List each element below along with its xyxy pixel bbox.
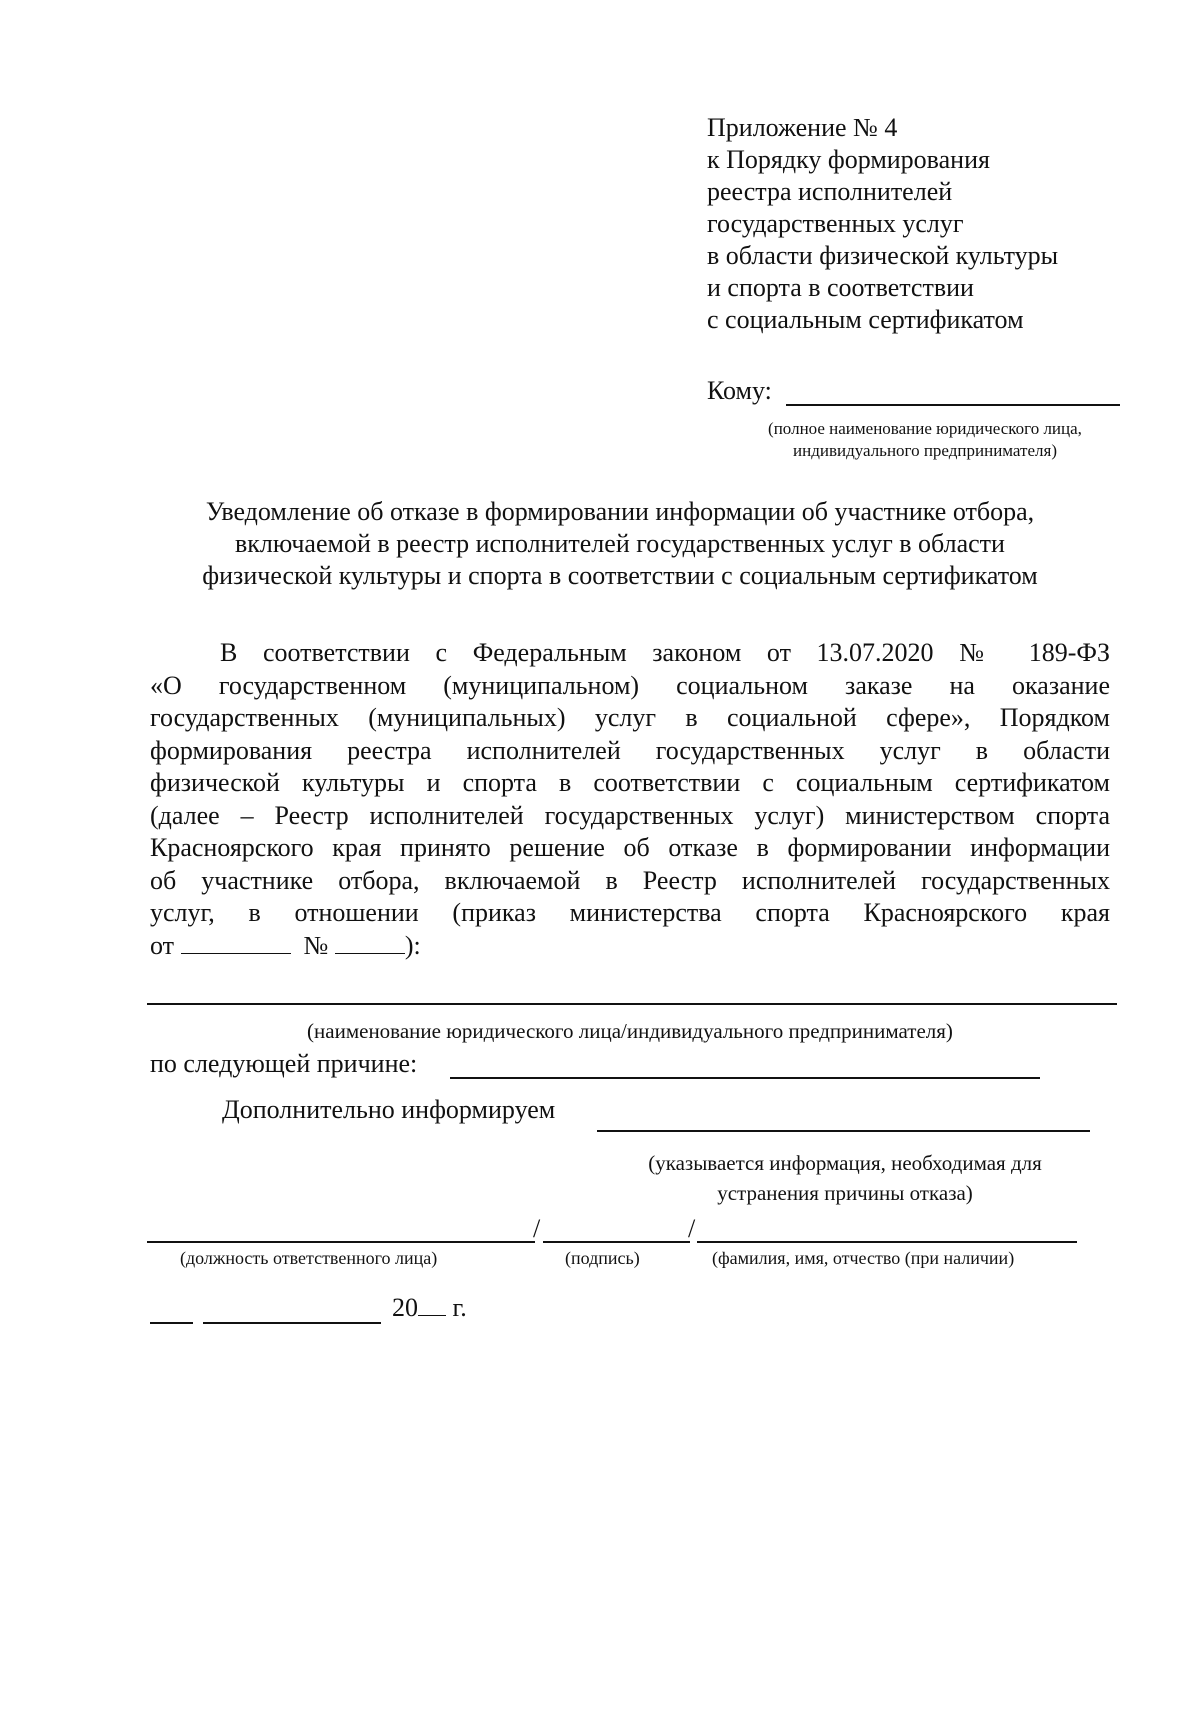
title-line: включаемой в реестр исполнителей государственных услуг в области [235, 529, 1005, 558]
order-date-prefix: от [150, 930, 175, 960]
body-line: государственных (муниципальных) услуг в социальной сфере», Порядком [150, 703, 1110, 732]
body-line: В соответствии с Федеральным законом от 13.07.2020 № 189-ФЗ [220, 638, 1110, 667]
order-number-field[interactable] [335, 933, 405, 954]
recipient-label: Кому: [707, 376, 772, 405]
body-last-line [150, 930, 1110, 963]
signature-slash: / [533, 1214, 541, 1243]
additional-info-field-line[interactable] [597, 1130, 1090, 1132]
appendix-line: в области физической культуры [707, 241, 1059, 270]
body-line: формирования реестра исполнителей государственных услуг в области [150, 735, 1110, 765]
signature-field-line[interactable] [543, 1241, 690, 1243]
body-line: «О государственном (муниципальном) социальном заказе на оказание [150, 670, 1110, 700]
entity-name-field-line[interactable] [147, 1003, 1117, 1005]
signature-slash: / [688, 1214, 696, 1243]
appendix-line: с социальным сертификатом [707, 305, 1024, 334]
signature-caption: (подпись) [565, 1248, 640, 1268]
recipient-caption [720, 418, 1130, 462]
appendix-line: реестра исполнителей [707, 177, 953, 206]
entity-name-caption: (наименование юридического лица/индивидуального предпринимателя) [307, 1019, 953, 1043]
appendix-line: к Порядку формирования [707, 145, 990, 174]
year-prefix: 20 [392, 1293, 418, 1322]
year-field[interactable] [418, 1295, 446, 1316]
year-suffix: г. [452, 1293, 467, 1322]
additional-info-label: Дополнительно информируем [222, 1095, 556, 1124]
appendix-line: государственных услуг [707, 209, 964, 238]
order-suffix: ): [404, 930, 421, 960]
body-line: услуг, в отношении (приказ министерства спорта Красноярского края [150, 898, 1110, 927]
reason-label: по следующей причине: [150, 1049, 418, 1078]
document-title [140, 496, 1100, 592]
recipient-caption-line: индивидуального предпринимателя) [793, 441, 1057, 460]
body-paragraph [150, 637, 1110, 962]
recipient-caption-line: (полное наименование юридического лица, [768, 419, 1082, 438]
date-day-field-line[interactable] [150, 1322, 193, 1324]
appendix-line: Приложение № 4 [707, 113, 898, 142]
reason-field-line[interactable] [450, 1077, 1040, 1079]
position-field-line[interactable] [147, 1241, 535, 1243]
body-line: (далее – Реестр исполнителей государственных услуг) министерством спорта [150, 800, 1110, 830]
position-caption: (должность ответственного лица) [180, 1248, 438, 1268]
full-name-caption: (фамилия, имя, отчество (при наличии) [712, 1248, 1015, 1268]
date-month-field-line[interactable] [203, 1322, 381, 1324]
additional-caption-line: устранения причины отказа) [717, 1181, 973, 1205]
title-line: физической культуры и спорта в соответствии с социальным сертификатом [202, 561, 1038, 590]
full-name-field-line[interactable] [697, 1241, 1077, 1243]
additional-caption-line: (указывается информация, необходимая для [648, 1151, 1042, 1175]
order-number-sign: № [303, 930, 329, 960]
date-year [392, 1292, 467, 1324]
additional-info-caption [600, 1148, 1090, 1208]
body-line: об участнике отбора, включаемой в Реестр исполнителей государственных [150, 865, 1110, 895]
appendix-block [707, 112, 1147, 336]
appendix-line: и спорта в соответствии [707, 273, 974, 302]
body-line: физической культуры и спорта в соответствии с социальным сертификатом [150, 768, 1110, 797]
body-line: Красноярского края принято решение об отказе в формировании информации [150, 833, 1110, 862]
recipient-field-line[interactable] [786, 404, 1120, 406]
title-line: Уведомление об отказе в формировании информации об участнике отбора, [205, 497, 1035, 526]
order-date-field[interactable] [181, 933, 291, 954]
